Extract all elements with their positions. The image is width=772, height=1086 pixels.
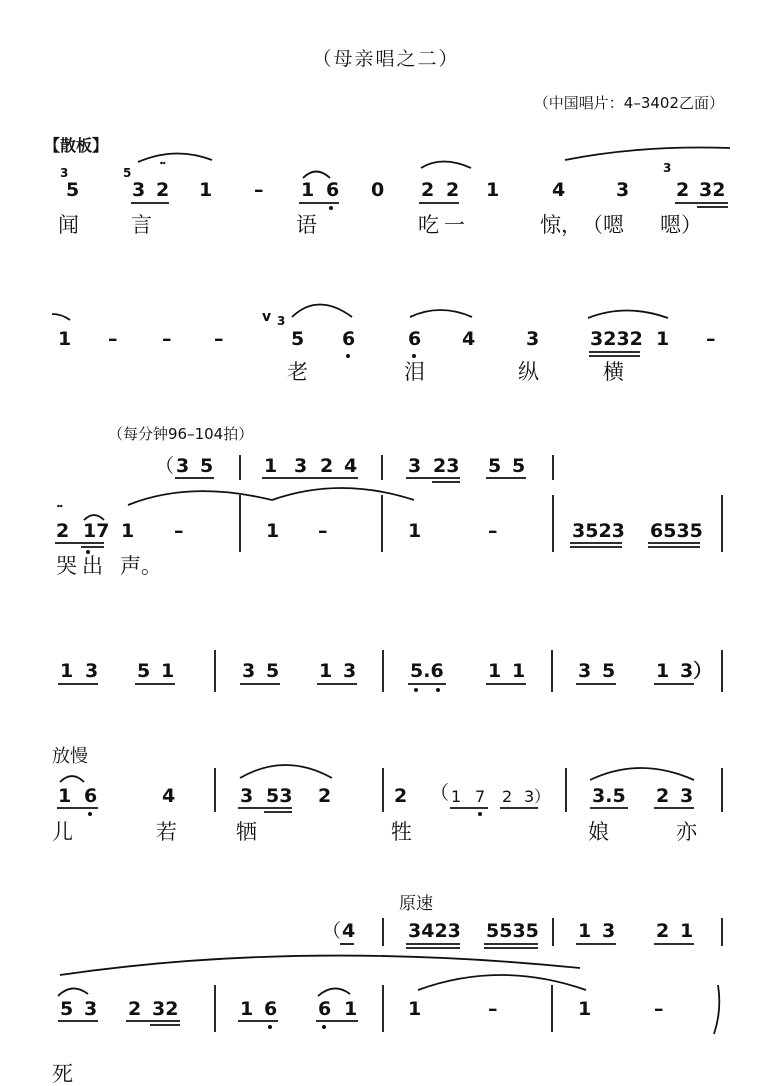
- note: 4: [344, 455, 358, 477]
- note: 3: [240, 785, 254, 807]
- note: 6: [264, 998, 278, 1020]
- lyric: 老: [287, 360, 308, 384]
- note: 3: [602, 920, 616, 942]
- note: 2: [421, 179, 435, 201]
- note: 2: [156, 179, 170, 201]
- lyric: 语: [296, 213, 317, 237]
- note: 6: [342, 328, 356, 350]
- note: 2: [394, 785, 408, 807]
- note: 1: [266, 520, 280, 542]
- note: 5: [602, 660, 616, 682]
- note: 5: [66, 179, 80, 201]
- note: 17: [83, 520, 110, 542]
- grace-note: 5: [123, 166, 132, 180]
- low-octave-dot: [412, 354, 416, 358]
- slur: [58, 988, 88, 996]
- note: 5: [60, 998, 74, 1020]
- note: 3: [343, 660, 357, 682]
- note: 2: [320, 455, 334, 477]
- note: 3: [294, 455, 308, 477]
- slur: [138, 153, 212, 162]
- note: 2: [656, 920, 670, 942]
- note: 3523: [572, 520, 625, 542]
- note: 1: [486, 179, 500, 201]
- low-octave-dot: [346, 354, 350, 358]
- note: 1: [578, 920, 592, 942]
- grace-note: 3: [663, 161, 672, 175]
- grace-note: 3: [277, 314, 286, 328]
- slur: [60, 776, 84, 782]
- note: 32: [152, 998, 179, 1020]
- score-title: （母亲唱之二）: [312, 48, 460, 70]
- note: 1: [121, 520, 135, 542]
- note: 1: [488, 660, 502, 682]
- note: 2: [446, 179, 460, 201]
- note: 1: [408, 520, 422, 542]
- note: 2: [656, 785, 670, 807]
- low-octave-dot: [268, 1025, 272, 1029]
- note: 1: [656, 328, 670, 350]
- lyric: 出: [82, 554, 103, 578]
- lyric: 亦: [676, 820, 697, 844]
- dash: –: [488, 520, 498, 542]
- record-source: （中国唱片：4–3402乙面）: [533, 94, 724, 112]
- note: 3: [132, 179, 146, 201]
- note: 5: [512, 455, 526, 477]
- lyric: 死: [52, 1062, 73, 1086]
- mordent-mark: 𝆗: [57, 500, 63, 511]
- lyric: 吃: [418, 213, 439, 237]
- tempo-marking: （每分钟96–104拍）: [108, 425, 254, 443]
- note: 5: [291, 328, 305, 350]
- note: 3: [85, 660, 99, 682]
- note: 1: [512, 660, 526, 682]
- tempo-change-slow: 放慢: [52, 746, 88, 767]
- slur: [303, 172, 330, 179]
- section-mark-sanban: 【散板】: [44, 136, 109, 155]
- note: 6: [326, 179, 340, 201]
- note: 1: [408, 998, 422, 1020]
- paren-open: （: [430, 782, 450, 804]
- note: 6: [318, 998, 332, 1020]
- low-octave-dot: [329, 206, 333, 210]
- dash: –: [174, 520, 184, 542]
- note: 3）: [680, 660, 713, 682]
- slur: [84, 515, 104, 520]
- slur: [421, 162, 471, 169]
- slur: [318, 988, 350, 996]
- note: 5.6: [410, 660, 444, 682]
- mordent-mark: 𝆗: [160, 157, 166, 168]
- note: 3: [526, 328, 540, 350]
- note: 1: [344, 998, 358, 1020]
- note: 6: [408, 328, 422, 350]
- low-octave-dot: [88, 812, 92, 816]
- lyric: （嗯: [582, 213, 624, 237]
- dash: –: [214, 328, 224, 350]
- note: 32: [699, 179, 726, 201]
- note: 3: [176, 455, 190, 477]
- note: 3423: [408, 920, 461, 942]
- lyric: 言: [131, 213, 152, 237]
- lyric: 若: [156, 820, 177, 844]
- lyric: 嗯）: [660, 213, 702, 237]
- slur: [128, 491, 272, 505]
- lyric: 惊，: [540, 213, 582, 237]
- paren-open: （: [322, 920, 342, 942]
- lyric: 一: [444, 213, 465, 237]
- note: 3）: [524, 787, 551, 806]
- dash: –: [488, 998, 498, 1020]
- lyric: 泪: [404, 360, 425, 384]
- note: 3: [408, 455, 422, 477]
- low-octave-dot: [436, 688, 440, 692]
- note: 1: [199, 179, 213, 201]
- note: 6535: [650, 520, 703, 542]
- slur: [410, 310, 472, 317]
- note: 2: [502, 787, 513, 806]
- note: 5: [266, 660, 280, 682]
- dash: –: [318, 520, 328, 542]
- dash: –: [254, 179, 264, 201]
- low-octave-dot: [86, 550, 90, 554]
- barline: [714, 985, 719, 1034]
- note: 5535: [486, 920, 539, 942]
- slur: [292, 305, 352, 318]
- slur: [52, 314, 70, 320]
- paren-open: （: [155, 455, 175, 477]
- slur: [565, 148, 730, 161]
- lyric: 声。: [120, 554, 162, 578]
- note: 3: [680, 785, 694, 807]
- note: 2: [56, 520, 70, 542]
- note: 4: [342, 920, 356, 942]
- note: 5: [200, 455, 214, 477]
- lyric: 纵: [518, 360, 539, 384]
- note: 1: [451, 787, 462, 806]
- slur: [60, 956, 580, 975]
- note: 2: [128, 998, 142, 1020]
- grace-note: 3: [60, 166, 69, 180]
- slur: [240, 765, 332, 778]
- lyric: 哭: [56, 554, 77, 578]
- breath-mark: v: [262, 309, 272, 325]
- tempo-change-restore: 原速: [399, 894, 433, 914]
- note: 3: [242, 660, 256, 682]
- note: 1: [240, 998, 254, 1020]
- note: 3: [616, 179, 630, 201]
- note: 3: [578, 660, 592, 682]
- note: 2: [676, 179, 690, 201]
- note: 1: [58, 328, 72, 350]
- note: 1: [60, 660, 74, 682]
- dash: –: [162, 328, 172, 350]
- note: 3.5: [592, 785, 626, 807]
- note: 1: [680, 920, 694, 942]
- note: 3: [84, 998, 98, 1020]
- note: 6: [84, 785, 98, 807]
- note: 1: [161, 660, 175, 682]
- lyric: 闻: [58, 213, 79, 237]
- lyric: 横: [603, 360, 624, 384]
- note: 4: [162, 785, 176, 807]
- note: 4: [552, 179, 566, 201]
- slur: [588, 311, 668, 319]
- note: 3232: [590, 328, 643, 350]
- note: 1: [264, 455, 278, 477]
- slur: [272, 488, 414, 500]
- lyric: 娘: [588, 820, 609, 844]
- lyric: 牲: [391, 820, 412, 844]
- low-octave-dot: [414, 688, 418, 692]
- lyric: 儿: [52, 820, 73, 844]
- note: 7: [475, 787, 486, 806]
- note: 1: [301, 179, 315, 201]
- rest: 0: [371, 179, 385, 201]
- slur: [590, 768, 694, 780]
- note: 23: [433, 455, 460, 477]
- note: 1: [578, 998, 592, 1020]
- note: 5: [488, 455, 502, 477]
- note: 1: [58, 785, 72, 807]
- slur: [418, 975, 586, 990]
- dash: –: [108, 328, 118, 350]
- dash: –: [706, 328, 716, 350]
- note: 1: [656, 660, 670, 682]
- note: 4: [462, 328, 476, 350]
- dash: –: [654, 998, 664, 1020]
- lyric: 牺: [236, 820, 257, 844]
- note: 53: [266, 785, 293, 807]
- note: 5: [137, 660, 151, 682]
- note: 2: [318, 785, 332, 807]
- low-octave-dot: [478, 812, 482, 816]
- note: 1: [319, 660, 333, 682]
- low-octave-dot: [322, 1025, 326, 1029]
